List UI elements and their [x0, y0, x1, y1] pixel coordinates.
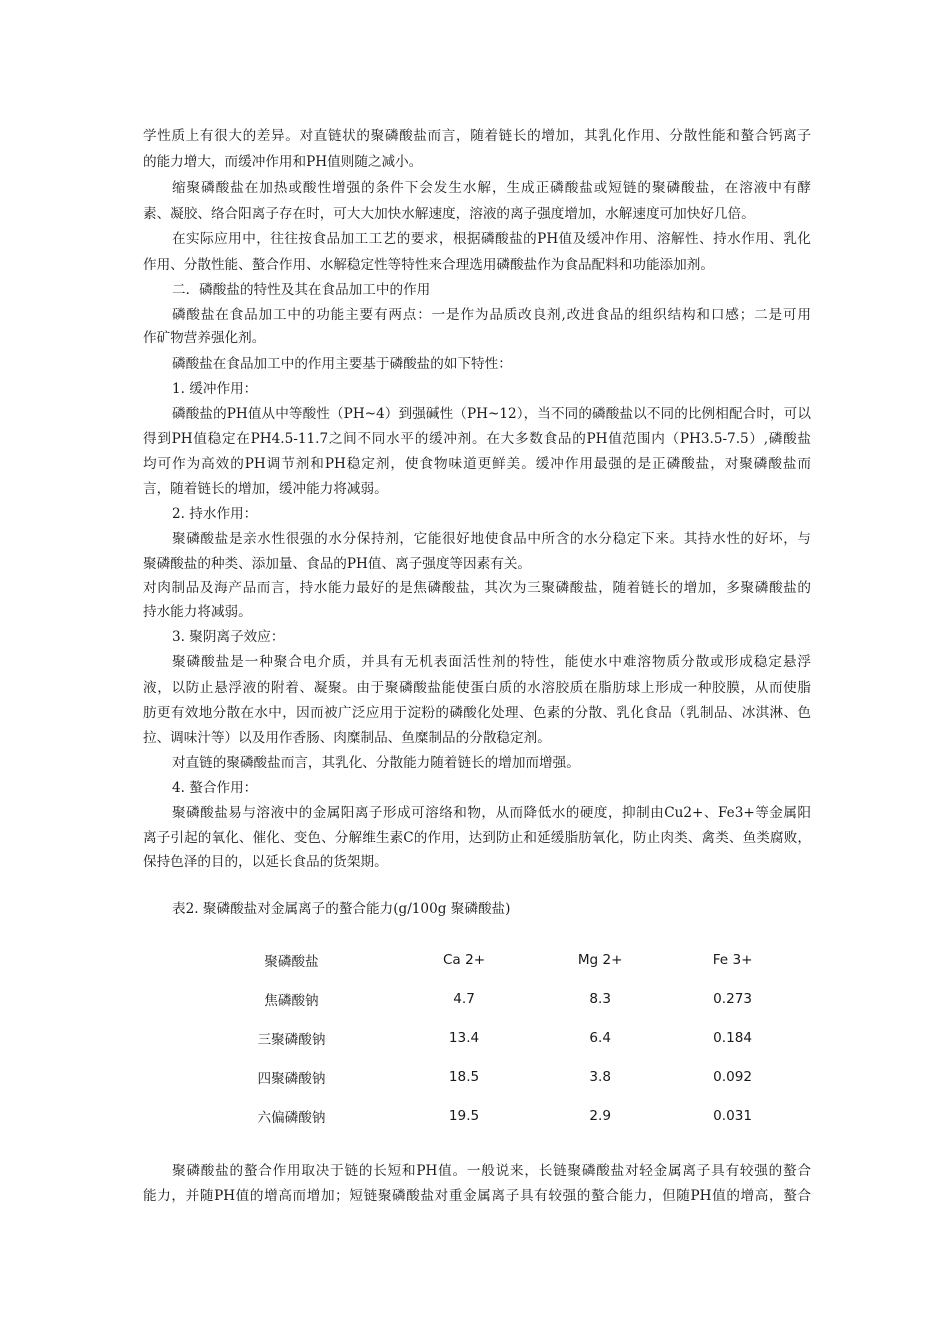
subheading: 4. 螯合作用：: [172, 780, 258, 796]
table-cell: 6.4: [589, 1029, 611, 1046]
paragraph-line: 在实际应用中，往往按食品加工工艺的要求，根据磷酸盐的PH值及缓冲作用、溶解性、持水作用、乳化: [172, 231, 811, 247]
table-cell: 0.273: [713, 990, 753, 1007]
table-cell: 2.9: [589, 1107, 611, 1124]
table-cell: 18.5: [448, 1068, 480, 1085]
table-row: [185, 1057, 795, 1096]
paragraph-line: 的能力增大，而缓冲作用和PH值则随之减小。: [143, 154, 423, 170]
paragraph-line: 对直链的聚磷酸盐而言，其乳化、分散能力随着链长的增加而增强。: [172, 755, 580, 771]
paragraph-line: 保持色泽的目的，以延长食品的货架期。: [143, 854, 388, 870]
paragraph-line: 聚磷酸盐是亲水性很强的水分保持剂，它能很好地使食品中所含的水分稳定下来。其持水性的好坏，与: [172, 531, 811, 547]
paragraph-line: 磷酸盐在食品加工中的作用主要基于磷酸盐的如下特性：: [172, 356, 512, 372]
table-cell: 四聚磷酸钠: [257, 1070, 326, 1087]
subheading: 1. 缓冲作用：: [172, 381, 258, 397]
paragraph-line: 磷酸盐的PH值从中等酸性（PH~4）到强碱性（PH~12），当不同的磷酸盐以不同的比例相配合时，可以: [172, 406, 811, 422]
paragraph-line: 均可作为高效的PH调节剂和PH稳定剂，使食物味道更鲜美。缓冲作用最强的是正磷酸盐，对聚磷酸盐而: [143, 456, 811, 472]
paragraph-line: 言，随着链长的增加，缓冲能力将减弱。: [143, 481, 388, 497]
paragraph-line: 拉、调味汁等）以及用作香肠、肉糜制品、鱼糜制品的分散稳定剂。: [143, 730, 551, 746]
table-header-cell: 聚磷酸盐: [264, 953, 319, 970]
paragraph-line: 聚磷酸盐易与溶液中的金属阳离子形成可溶络和物，从而降低水的硬度，抑制由Cu2+、Fe3+等金属阳: [172, 805, 811, 821]
table-cell: 8.3: [589, 990, 611, 1007]
paragraph-line: 素、凝胶、络合阳离子存在时，可大大加快水解速度，溶液的离子强度增加，水解速度可加快好几倍。: [143, 206, 755, 222]
table-cell: 3.8: [589, 1068, 611, 1085]
paragraph-line: 作矿物营养强化剂。: [143, 330, 266, 346]
paragraph-line: 对肉制品及海产品而言，持水能力最好的是焦磷酸盐，其次为三聚磷酸盐，随着链长的增加，多聚磷酸盐的: [143, 580, 811, 596]
table-cell: 焦磷酸钠: [264, 992, 319, 1009]
paragraph-line: 聚磷酸盐的螯合作用取决于链的长短和PH值。一般说来，长链聚磷酸盐对轻金属离子具有较强的螯合: [172, 1163, 811, 1179]
subheading: 3. 聚阴离子效应：: [172, 629, 285, 645]
chelation-table: [185, 940, 795, 1135]
table-row: [185, 1096, 795, 1135]
paragraph-line: 液，以防止悬浮液的附着、凝聚。由于聚磷酸盐能使蛋白质的水溶胶质在脂肪球上形成一种胶膜，从而使脂: [143, 680, 811, 696]
section-heading: 二．磷酸盐的特性及其在食品加工中的作用: [172, 282, 431, 298]
table-cell: 0.184: [713, 1029, 753, 1046]
paragraph-line: 持水能力将减弱。: [143, 604, 252, 620]
table-header-row: [185, 940, 795, 979]
table-cell: 0.031: [713, 1107, 753, 1124]
table-cell: 三聚磷酸钠: [257, 1031, 326, 1048]
paragraph-line: 磷酸盐在食品加工中的功能主要有两点：一是作为品质改良剂,改进食品的组织结构和口感；二是可用: [172, 307, 811, 323]
paragraph-line: 肪更有效地分散在水中，因而被广泛应用于淀粉的磷酸化处理、色素的分散、乳化食品（乳制品、冰淇淋、色: [143, 705, 811, 721]
paragraph-line: 作用、分散性能、螯合作用、水解稳定性等特性来合理选用磷酸盐作为食品配料和功能添加剂。: [143, 257, 714, 273]
table-header-cell: Mg 2+: [577, 951, 623, 968]
table-cell: 4.7: [453, 990, 475, 1007]
table-header-cell: Ca 2+: [442, 951, 486, 968]
table-header-cell: Fe 3+: [712, 951, 753, 968]
paragraph-line: 得到PH值稳定在PH4.5-11.7之间不同水平的缓冲剂。在大多数食品的PH值范围内（PH3.5-7.5）,磷酸盐: [143, 431, 811, 447]
table-cell: 六偏磷酸钠: [257, 1109, 326, 1126]
paragraph-line: 聚磷酸盐是一种聚合电介质，并具有无机表面活性剂的特性，能使水中难溶物质分散或形成稳定悬浮: [172, 654, 811, 670]
table-cell: 13.4: [448, 1029, 480, 1046]
subheading: 2. 持水作用：: [172, 506, 258, 522]
paragraph-line: 能力，并随PH值的增高而增加；短链聚磷酸盐对重金属离子具有较强的螯合能力，但随PH值的增高，螯合: [143, 1188, 811, 1204]
table-row: [185, 979, 795, 1018]
paragraph-line: 离子引起的氧化、催化、变色、分解维生素C的作用，达到防止和延缓脂肪氧化，防止肉类、禽类、鱼类腐败，: [143, 830, 811, 846]
table-caption: 表2. 聚磷酸盐对金属离子的螯合能力(g/100g 聚磷酸盐): [172, 901, 511, 917]
table-cell: 19.5: [448, 1107, 480, 1124]
paragraph-line: 聚磷酸盐的种类、添加量、食品的PH值、离子强度等因素有关。: [143, 556, 532, 572]
table-cell: 0.092: [713, 1068, 753, 1085]
table-row: [185, 1018, 795, 1057]
paragraph-line: 缩聚磷酸盐在加热或酸性增强的条件下会发生水解，生成正磷酸盐或短链的聚磷酸盐，在溶液中有酵: [172, 180, 811, 196]
paragraph-line: 学性质上有很大的差异。对直链状的聚磷酸盐而言，随着链长的增加，其乳化作用、分散性能和螯合钙离子: [143, 128, 811, 144]
